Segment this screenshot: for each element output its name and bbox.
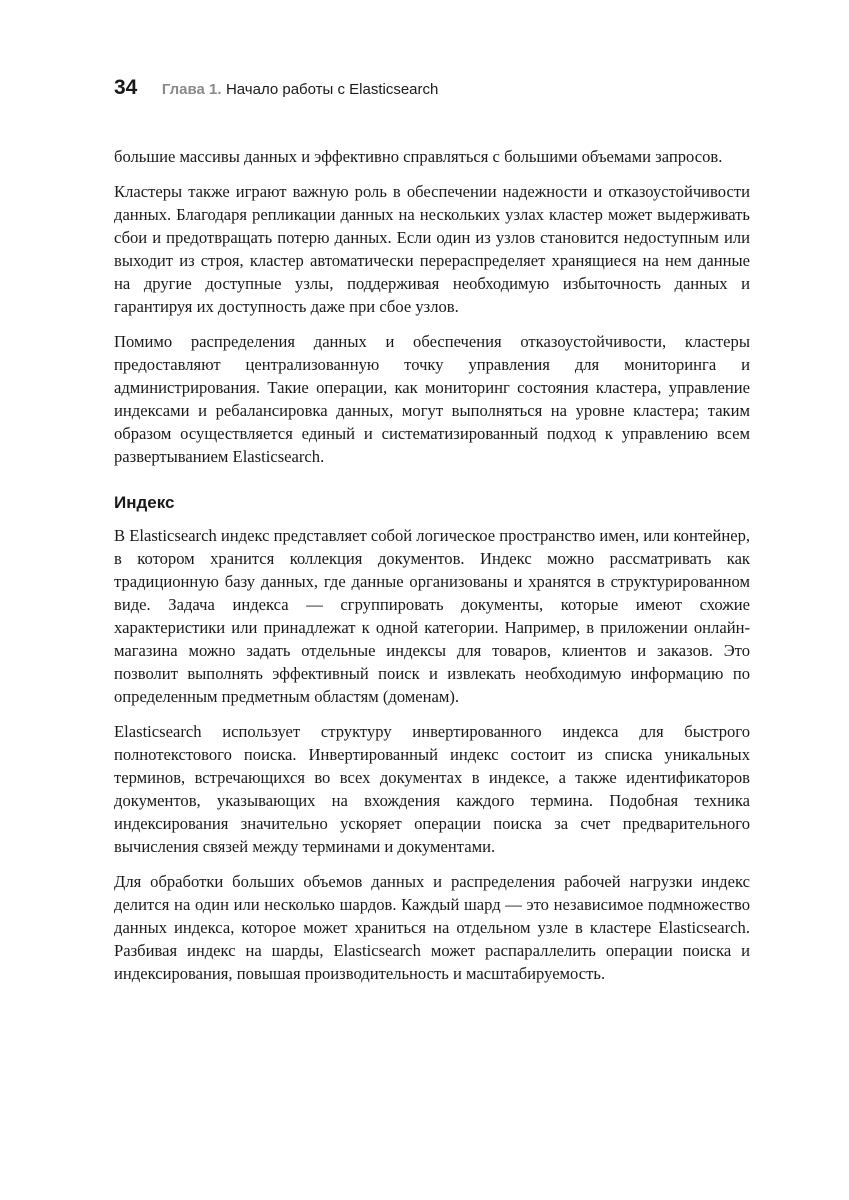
paragraph: Кластеры также играют важную роль в обеспечении надежности и отказоустойчивости данных. Благодаря репликации данных на нескольких узлах кластер может выдерживать сбои и предотвращать потерю данных. Если один из узлов становится недоступным или выходит из строя, кластер автоматически перераспределяет хранящиеся на нем данные на другие доступные узлы, поддерживая необходимую избыточность данных и гарантируя их доступность даже при сбое узлов. — [114, 182, 750, 316]
chapter-title: Начало работы с Elasticsearch — [225, 81, 439, 98]
paragraph: Elasticsearch использует структуру инвертированного индекса для быстрого полнотекстового поиска. Инвертированный индекс состоит из списка уникальных терминов, встречающихся во всех документах в индексе, а также идентификаторов документов, указывающих на вхождения каждого термина. Подобная техника индексирования значительно ускоряет операции поиска за счет предварительного вычисления связей между терминами и документами. — [114, 722, 750, 856]
chapter-label: Глава 1. — [161, 81, 222, 98]
paragraph: большие массивы данных и эффективно справляться с большими объемами запросов. — [114, 147, 723, 166]
paragraph: В Elasticsearch индекс представляет собой логическое пространство имен, или контейнер, в котором хранится коллекция документов. Индекс можно рассматривать как традиционную базу данных, где данные организованы и хранятся в структурированном виде. Задача индекса — сгруппировать документы, которые имеют схожие характеристики или принадлежат к одной категории. Например, в приложении онлайн-магазина можно задать отдельные индексы для товаров, клиентов и заказов. Это позволит выполнять эффективный поиск и извлекать необходимую информацию по определенным предметным областям (доменам). — [114, 526, 751, 706]
section-heading: Индекс — [114, 493, 175, 512]
page-number: 34 — [114, 76, 138, 99]
paragraph: Для обработки больших объемов данных и распределения рабочей нагрузки индекс делится на один или несколько шардов. Каждый шард — это независимое подмножество данных индекса, которое может храниться на отдельном узле в кластере Elasticsearch. Разбивая индекс на шарды, Elasticsearch может распараллелить операции поиска и индексирования, повышая производительность и масштабируемость. — [114, 872, 750, 983]
running-header — [114, 76, 754, 106]
page-body — [114, 145, 750, 997]
paragraph: Помимо распределения данных и обеспечения отказоустойчивости, кластеры предоставляют централизованную точку управления для мониторинга и администрирования. Такие операции, как мониторинг состояния кластера, управление индексами и ребалансировка данных, могут выполняться на уровне кластера; таким образом осуществляется единый и систематизированный подход к управлению всем развертыванием Elasticsearch. — [114, 332, 750, 466]
